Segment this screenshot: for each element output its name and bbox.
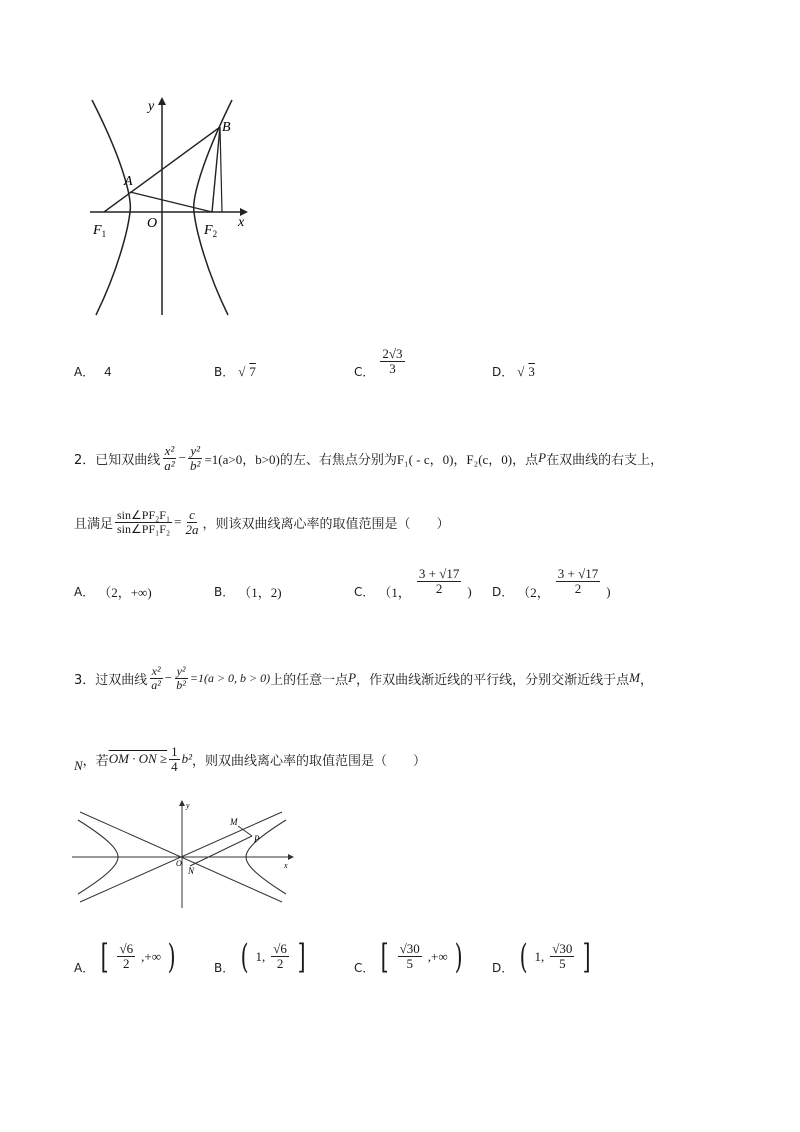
q3-eq-frac2 xyxy=(174,665,188,691)
q1-option-b-value: 7 xyxy=(249,363,256,379)
q3-option-d-head: 1, xyxy=(534,948,545,964)
q3-option-a-bracket-left: [ xyxy=(100,936,109,977)
q1-option-a-value: 4 xyxy=(104,364,112,379)
q1-option-d-sqrt: √ xyxy=(517,363,525,379)
q3-option-a-fraction xyxy=(117,942,135,970)
q3-stem-1b: 上的任意一点 xyxy=(270,672,349,688)
q3-option-b-head: 1, xyxy=(255,948,266,964)
q3-option-d-bracket-left: ( xyxy=(519,936,528,977)
q3-option-b-den: 2 xyxy=(276,956,284,971)
q3-point-n: N xyxy=(74,758,83,773)
q2-cond-rfrac xyxy=(184,508,201,536)
q2-option-d-post: ) xyxy=(606,583,611,599)
q2-stem-line2 xyxy=(74,508,450,536)
q3-number: 3． xyxy=(74,672,96,688)
q1-option-b-label: B． xyxy=(214,365,235,379)
q3-option-a-den: 2 xyxy=(123,956,130,971)
q2-option-c-post: ) xyxy=(467,583,472,599)
q3-option-a-label: A． xyxy=(74,961,95,975)
q2-option-d-num: 3 + √17 xyxy=(557,566,599,582)
q3-label-O: O xyxy=(176,859,182,868)
q3-vec: OM · ON ≥ xyxy=(108,751,168,766)
q3-option-b-fraction xyxy=(271,942,289,970)
q3-stem-line1 xyxy=(74,665,653,691)
q3-point-p: P xyxy=(348,670,357,686)
q1-option-b-sqrt: √ xyxy=(238,363,246,379)
q2-option-b-value: （1，2) xyxy=(238,585,282,600)
q2-option-c-pre: （1， xyxy=(378,585,411,600)
q2-number: 2． xyxy=(74,452,96,468)
q3-option-b-bracket-right: ] xyxy=(297,936,306,977)
q1-label-F1: $F_1$ xyxy=(93,223,107,239)
q2-option-a[interactable] xyxy=(74,582,152,601)
q3-option-a[interactable] xyxy=(74,937,178,976)
q2-option-c-label: C． xyxy=(354,585,375,599)
q2-option-b-label: B． xyxy=(214,585,235,599)
q2-option-c-den: 2 xyxy=(435,581,443,596)
q2-eq-frac1-den: a² xyxy=(164,457,175,473)
q3-stem-line2 xyxy=(74,744,426,774)
q2-option-d-pre: （2， xyxy=(517,585,550,600)
q3-eq-frac1-den: a² xyxy=(151,677,161,692)
q2-eq-frac2 xyxy=(188,444,202,472)
q2-eq-frac2-num: y² xyxy=(190,443,201,458)
q2-option-d[interactable] xyxy=(492,562,611,601)
q3-vec-den: 4 xyxy=(171,758,178,774)
q2-option-c-num: 3 + √17 xyxy=(418,566,460,582)
q3-label-y: y xyxy=(186,801,190,810)
q2-option-c[interactable] xyxy=(354,562,472,601)
q2-option-d-fraction xyxy=(556,567,600,595)
q3-eq-frac2-num: y² xyxy=(176,664,186,678)
q2-cond-den: sin∠PF₁F₂ xyxy=(117,521,171,536)
q1-option-c-fraction xyxy=(380,347,404,375)
q3-stem-2b: ，则双曲线离心率的取值范围是（ ） xyxy=(192,753,427,769)
q3-option-d-label: D． xyxy=(492,961,514,975)
q3-option-c-num: √30 xyxy=(399,941,420,957)
q2-eq-frac1-num: x² xyxy=(164,443,175,458)
q2-option-b[interactable] xyxy=(214,582,282,601)
q3-option-d-bracket-right: ] xyxy=(583,936,592,977)
q3-eq-frac1-num: x² xyxy=(151,664,161,678)
q3-option-d-den: 5 xyxy=(559,956,566,971)
q3-option-a-num: √6 xyxy=(119,941,134,957)
q1-option-c-num: 2√3 xyxy=(382,346,403,362)
q1-option-c-den: 3 xyxy=(389,361,396,376)
q1-option-d-value: 3 xyxy=(528,363,535,379)
q1-hyperbola-figure xyxy=(80,95,260,325)
q3-stem-1d: ， xyxy=(639,672,653,688)
q3-stem-1c: ，作双曲线渐近线的平行线，分别交渐近线于点 xyxy=(356,672,630,688)
q3-eq-frac1 xyxy=(149,665,163,691)
q2-eq-frac1 xyxy=(162,444,176,472)
q1-option-d[interactable] xyxy=(492,363,535,380)
q2-stem-1d: 在双曲线的右支上， xyxy=(546,452,664,468)
q3-eq-rest: =1(a > 0, b > 0) xyxy=(189,670,271,685)
q2-point-p: P xyxy=(538,450,547,466)
q2-option-d-den: 2 xyxy=(574,581,582,596)
q1-option-b[interactable] xyxy=(214,363,256,380)
q2-cond-rnum: c xyxy=(189,507,195,522)
q3-option-a-bracket-right: ) xyxy=(167,936,176,977)
q3-label-N: N xyxy=(188,866,195,876)
q2-option-a-value: （2，+∞) xyxy=(98,585,152,600)
q3-eq-minus: − xyxy=(164,670,173,686)
q1-label-y: y xyxy=(148,99,155,114)
q2-stem-2b: ，则该双曲线离心率的取值范围是（ ） xyxy=(202,516,450,532)
q3-option-c-bracket-right: ) xyxy=(454,936,463,977)
q3-option-a-tail: ,+∞ xyxy=(141,948,161,964)
q3-option-b-bracket-left: ( xyxy=(240,936,249,977)
q3-option-d[interactable] xyxy=(492,937,594,976)
q3-option-c-tail: ,+∞ xyxy=(427,948,448,964)
q2-cond-frac xyxy=(115,509,172,535)
q2-stem-line1 xyxy=(74,444,663,472)
q3-eq-frac2-den: b² xyxy=(176,677,186,692)
q1-label-x: x xyxy=(238,215,245,230)
q2-cond-num: sin∠PF₂F₁ xyxy=(117,508,171,523)
q2-foci: F₁( - c，0)，F₂(c，0)， xyxy=(396,451,526,467)
q3-option-b[interactable] xyxy=(214,937,308,976)
q3-label-M: M xyxy=(230,817,238,827)
q2-stem-1c: 点 xyxy=(525,452,539,468)
q3-option-c-den: 5 xyxy=(406,956,413,971)
q2-option-d-label: D． xyxy=(492,585,514,599)
q3-option-c-label: C． xyxy=(354,961,375,975)
q3-vec-b: b² xyxy=(181,751,193,766)
q3-option-b-num: √6 xyxy=(273,941,287,957)
q1-label-A: A xyxy=(124,174,133,189)
q2-eq-minus: − xyxy=(178,450,187,466)
q1-option-a-label: A． xyxy=(74,365,95,379)
q3-option-b-label: B． xyxy=(214,961,235,975)
q2-eq-rest: =1(a>0，b>0) xyxy=(204,451,280,467)
q3-point-m: M xyxy=(629,670,640,686)
q2-cond-rden: 2a xyxy=(185,521,199,537)
q2-stem-2a: 且满足 xyxy=(74,516,114,532)
q2-option-a-label: A． xyxy=(74,585,95,599)
q1-label-B: B xyxy=(222,120,231,135)
q1-option-a[interactable] xyxy=(74,363,111,380)
q3-option-c[interactable] xyxy=(354,937,465,976)
q3-option-d-num: √30 xyxy=(552,941,573,957)
q3-label-x: x xyxy=(284,861,288,870)
q3-option-c-bracket-left: [ xyxy=(381,936,390,977)
q3-vec-frac xyxy=(169,745,180,773)
q1-option-c[interactable] xyxy=(354,343,407,380)
q2-stem-1a: 已知双曲线 xyxy=(95,452,161,468)
q1-label-F2: $F_2$ xyxy=(204,223,218,239)
q3-option-c-fraction xyxy=(398,942,422,970)
q3-vec-num: 1 xyxy=(171,743,178,759)
q1-option-c-label: C． xyxy=(354,365,375,379)
q2-cond-eq: = xyxy=(174,514,182,530)
q3-hyperbola-figure xyxy=(72,798,294,910)
q2-stem-1b: 的左、右焦点分别为 xyxy=(279,452,397,468)
q1-label-O: O xyxy=(147,216,158,231)
q3-stem-2a: ，若 xyxy=(82,753,109,769)
q3-label-P: P xyxy=(254,834,260,844)
q1-option-d-label: D． xyxy=(492,365,514,379)
q3-option-d-fraction xyxy=(550,942,574,970)
q2-eq-frac2-den: b² xyxy=(190,457,201,473)
q3-stem-1a: 过双曲线 xyxy=(95,672,148,688)
q2-option-c-fraction xyxy=(417,567,461,595)
